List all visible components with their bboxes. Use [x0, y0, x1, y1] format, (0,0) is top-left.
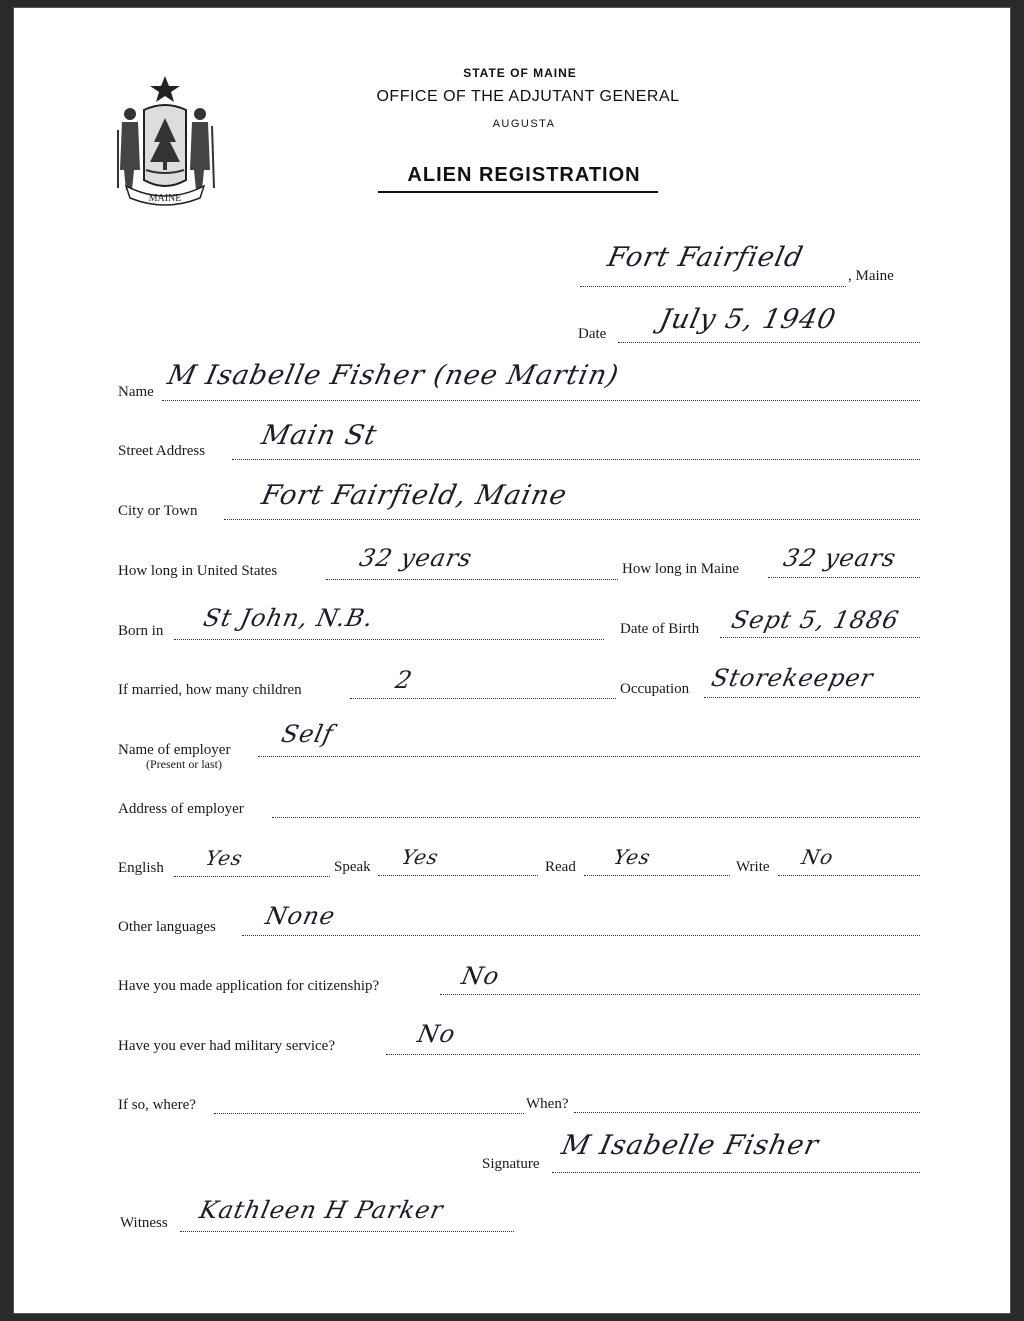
place-value: Fort Fairfield: [604, 242, 807, 273]
born-in-label: Born in: [118, 623, 164, 639]
employer-address-label: Address of employer: [118, 801, 244, 817]
military-label: Have you ever had military service?: [118, 1038, 335, 1054]
speak-value: Yes: [399, 845, 442, 869]
children-line: [350, 698, 616, 699]
header-state: STATE OF MAINE: [463, 66, 577, 80]
dob-label: Date of Birth: [620, 621, 700, 637]
employer-address-line: [272, 817, 920, 818]
citizenship-label: Have you made application for citizenship?: [118, 978, 380, 994]
speak-line: [378, 875, 538, 876]
signature-label: Signature: [482, 1156, 540, 1172]
name-label: Name: [118, 384, 154, 400]
citizenship-line: [440, 994, 920, 995]
how-long-us-label: How long in United States: [118, 563, 278, 579]
other-languages-label: Other languages: [118, 919, 216, 935]
witness-label: Witness: [120, 1215, 168, 1231]
street-line: [232, 459, 920, 460]
title-underline: [378, 191, 658, 193]
how-long-us-line: [326, 579, 618, 580]
name-value: M Isabelle Fisher (nee Martin): [164, 360, 622, 391]
when-label: When?: [526, 1096, 569, 1112]
english-value: Yes: [203, 846, 246, 870]
when-line: [574, 1112, 920, 1113]
place-line: [580, 286, 846, 287]
city-line: [224, 519, 920, 520]
where-line: [214, 1113, 524, 1114]
employer-value: Self: [279, 720, 337, 748]
how-long-maine-label: How long in Maine: [622, 561, 740, 577]
born-in-value: St John, N.B.: [201, 604, 377, 632]
signature-line: [552, 1172, 920, 1173]
witness-value: Kathleen H Parker: [197, 1196, 447, 1224]
citizenship-value: No: [459, 962, 503, 990]
english-label: English: [118, 860, 164, 876]
street-value: Main St: [258, 420, 380, 451]
header-office: OFFICE OF THE ADJUTANT GENERAL: [376, 88, 680, 105]
employer-note: (Present or last): [146, 757, 222, 771]
employer-line: [258, 756, 920, 757]
street-label: Street Address: [118, 443, 206, 459]
read-label: Read: [545, 859, 576, 875]
dob-value: Sept 5, 1886: [729, 606, 902, 634]
date-line: [618, 342, 920, 343]
how-long-maine-value: 32 years: [781, 544, 900, 572]
children-label: If married, how many children: [118, 682, 302, 698]
witness-line: [180, 1231, 514, 1232]
form-title: ALIEN REGISTRATION: [407, 164, 641, 186]
city-label: City or Town: [118, 503, 198, 519]
other-languages-line: [242, 935, 920, 936]
occupation-label: Occupation: [620, 681, 690, 697]
speak-label: Speak: [334, 859, 371, 875]
date-value: July 5, 1940: [656, 304, 840, 335]
occupation-line: [704, 697, 920, 698]
military-value: No: [415, 1020, 459, 1048]
maine-label: , Maine: [848, 268, 894, 284]
other-languages-value: None: [263, 902, 339, 930]
english-line: [174, 876, 330, 877]
children-value: 2: [393, 666, 416, 694]
how-long-maine-line: [768, 577, 920, 578]
where-label: If so, where?: [118, 1097, 196, 1113]
dob-line: [720, 637, 920, 638]
read-value: Yes: [611, 845, 654, 869]
date-label: Date: [578, 326, 607, 342]
name-line: [162, 400, 920, 401]
military-line: [386, 1054, 920, 1055]
header-city: AUGUSTA: [492, 118, 556, 130]
write-line: [778, 875, 920, 876]
write-value: No: [799, 845, 837, 869]
write-label: Write: [736, 859, 770, 875]
born-in-line: [174, 639, 604, 640]
employer-label: Name of employer: [118, 742, 231, 758]
svg-text:MAINE: MAINE: [148, 193, 182, 204]
occupation-value: Storekeeper: [709, 664, 877, 692]
read-line: [584, 875, 730, 876]
city-value: Fort Fairfield, Maine: [258, 480, 571, 511]
how-long-us-value: 32 years: [357, 544, 476, 572]
signature-value: M Isabelle Fisher: [558, 1130, 822, 1161]
